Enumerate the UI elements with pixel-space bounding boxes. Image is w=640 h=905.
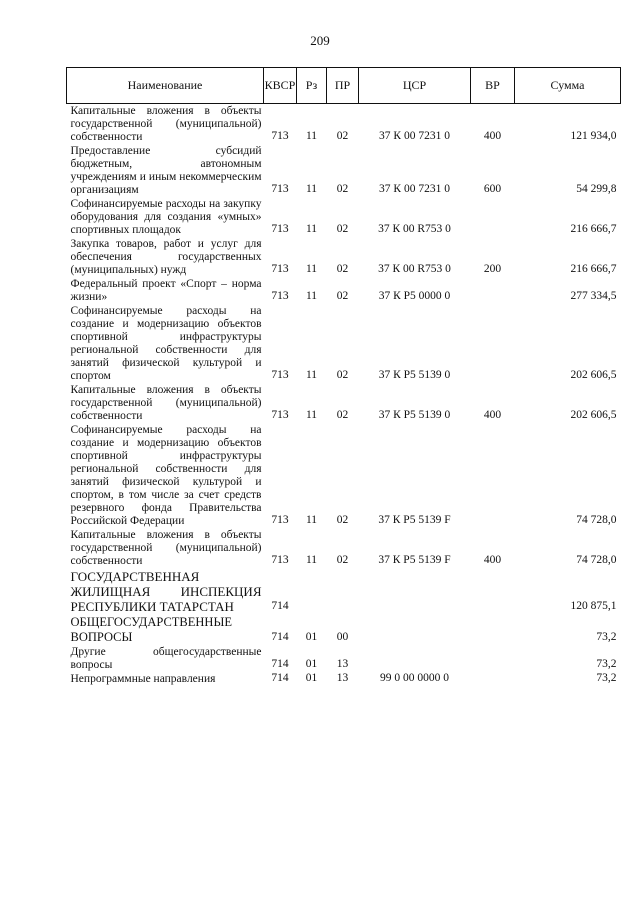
cell-sum: 202 606,5: [570, 369, 617, 381]
cell-name: Капитальные вложения в объекты государственной (муниципальной) собственности: [70, 529, 262, 567]
cell-csr: [359, 645, 471, 672]
cell-sum: 54 299,8: [576, 183, 617, 195]
cell-kvsr: 713: [271, 554, 289, 566]
cell-vr: [471, 423, 515, 528]
table-row: [67, 528, 621, 568]
cell-name: Закупка товаров, работ и услуг для обеспечения государственных (муниципальных) нужд: [70, 238, 262, 276]
header-sum: Сумма: [515, 68, 621, 104]
cell-rz: 11: [305, 290, 318, 302]
cell-csr: 37 К Р5 0000 0: [378, 290, 451, 302]
header-pr: ПР: [327, 68, 359, 104]
table-row: [67, 568, 621, 614]
cell-pr: 02: [336, 369, 349, 381]
header-kvsr: КВСР: [264, 68, 297, 104]
cell-vr: 400: [483, 130, 502, 142]
cell-csr: 37 К Р5 5139 0: [378, 409, 451, 421]
cell-pr: 13: [336, 658, 349, 670]
cell-sum: 120 875,1: [570, 600, 617, 612]
cell-pr: 02: [336, 409, 349, 421]
cell-kvsr: 713: [271, 514, 289, 526]
cell-sum: 277 334,5: [570, 290, 617, 302]
table-row: [67, 614, 621, 645]
cell-kvsr: 713: [271, 290, 289, 302]
cell-name: ОБЩЕГОСУДАРСТВЕННЫЕ ВОПРОСЫ: [70, 615, 232, 644]
cell-name: Другие общегосударственные вопросы: [70, 646, 262, 671]
cell-rz: 11: [305, 554, 318, 566]
cell-rz: 11: [305, 263, 318, 275]
header-name: Наименование: [67, 68, 264, 104]
cell-pr: 02: [336, 290, 349, 302]
table-row: [67, 304, 621, 383]
cell-vr: [471, 672, 515, 686]
cell-rz: 11: [305, 130, 318, 142]
cell-csr: 37 К 00 7231 0: [379, 183, 450, 195]
cell-kvsr: 714: [271, 631, 289, 643]
cell-sum: 73,2: [596, 672, 617, 684]
cell-kvsr: 714: [271, 600, 289, 612]
cell-name: Софинансируемые расходы на создание и модернизацию объектов спортивной инфраструктуры региональной собственности для занятий физической культурой и спортом: [70, 305, 262, 382]
table-row: [67, 277, 621, 304]
cell-csr: 37 К 00 7231 0: [379, 130, 450, 142]
cell-name: Капитальные вложения в объекты государственной (муниципальной) собственности: [70, 384, 262, 422]
table-row: [67, 423, 621, 528]
cell-vr: [471, 277, 515, 304]
cell-rz: 01: [305, 658, 318, 670]
cell-csr: [359, 568, 471, 614]
table-header: [67, 68, 621, 104]
cell-csr: 99 0 00 0000 0: [380, 672, 449, 684]
cell-rz: 01: [305, 672, 318, 684]
cell-name: Софинансируемые расходы на закупку оборудования для создания «умных» спортивных площадок: [70, 198, 262, 236]
table-body: [67, 104, 621, 687]
cell-name: Непрограммные направления: [70, 673, 216, 685]
cell-vr: 400: [483, 409, 502, 421]
cell-vr: [471, 645, 515, 672]
cell-sum: 73,2: [596, 658, 617, 670]
cell-sum: 74 728,0: [576, 554, 617, 566]
cell-pr: 02: [336, 130, 349, 142]
cell-rz: 11: [305, 183, 318, 195]
cell-rz: 11: [305, 369, 318, 381]
table-row: [67, 197, 621, 237]
cell-sum: 73,2: [596, 631, 617, 643]
table-row: [67, 672, 621, 686]
cell-pr: 02: [336, 263, 349, 275]
cell-name: Федеральный проект «Спорт – норма жизни»: [70, 278, 262, 303]
cell-vr: 400: [483, 554, 502, 566]
table-row: [67, 104, 621, 145]
cell-name: ГОСУДАРСТВЕННАЯ ЖИЛИЩНАЯ ИНСПЕКЦИЯ РЕСПУБЛИКИ ТАТАРСТАН: [70, 569, 262, 614]
cell-csr: [359, 614, 471, 645]
cell-kvsr: 713: [271, 263, 289, 275]
cell-vr: [471, 304, 515, 383]
cell-kvsr: 714: [271, 672, 289, 684]
cell-sum: 121 934,0: [570, 130, 617, 142]
cell-csr: 37 К 00 R753 0: [378, 263, 451, 275]
cell-pr: 02: [336, 514, 349, 526]
cell-vr: 200: [483, 263, 502, 275]
cell-sum: 216 666,7: [570, 223, 617, 235]
table-row: [67, 383, 621, 423]
cell-sum: 216 666,7: [570, 263, 617, 275]
cell-rz: [297, 568, 327, 614]
cell-vr: [471, 197, 515, 237]
cell-pr: 02: [336, 183, 349, 195]
cell-kvsr: 713: [271, 183, 289, 195]
header-rz: Рз: [297, 68, 327, 104]
table-row: [67, 237, 621, 277]
cell-vr: [471, 568, 515, 614]
cell-rz: 01: [305, 631, 318, 643]
cell-rz: 11: [305, 409, 318, 421]
cell-sum: 74 728,0: [576, 514, 617, 526]
cell-kvsr: 713: [271, 369, 289, 381]
cell-kvsr: 713: [271, 409, 289, 421]
cell-name: Предоставление субсидий бюджетным, автономным учреждениям и иным некоммерческим организациям: [70, 145, 262, 196]
cell-pr: 02: [336, 554, 349, 566]
cell-rz: 11: [305, 514, 318, 526]
cell-kvsr: 713: [271, 223, 289, 235]
header-csr: ЦСР: [359, 68, 471, 104]
cell-vr: 600: [483, 183, 502, 195]
cell-kvsr: 713: [271, 130, 289, 142]
table-row: [67, 144, 621, 197]
cell-csr: 37 К Р5 5139 0: [378, 369, 451, 381]
cell-pr: [327, 568, 359, 614]
cell-csr: 37 К Р5 5139 F: [378, 554, 451, 566]
cell-sum: 202 606,5: [570, 409, 617, 421]
cell-vr: [471, 614, 515, 645]
cell-name: Софинансируемые расходы на создание и модернизацию объектов спортивной инфраструктуры региональной собственности для занятий физической культурой и спортом, в том числе за счет средств резервного фонда Правительства Российской Федерации: [70, 424, 262, 527]
cell-csr: 37 К Р5 5139 F: [378, 514, 451, 526]
header-vr: ВР: [471, 68, 515, 104]
page-number: 209: [310, 33, 330, 48]
cell-rz: 11: [305, 223, 318, 235]
table-row: [67, 645, 621, 672]
cell-pr: 00: [336, 631, 349, 643]
cell-kvsr: 714: [271, 658, 289, 670]
cell-pr: 13: [336, 672, 349, 684]
budget-table: [66, 67, 621, 686]
cell-name: Капитальные вложения в объекты государственной (муниципальной) собственности: [70, 105, 262, 143]
cell-csr: 37 К 00 R753 0: [378, 223, 451, 235]
cell-pr: 02: [336, 223, 349, 235]
